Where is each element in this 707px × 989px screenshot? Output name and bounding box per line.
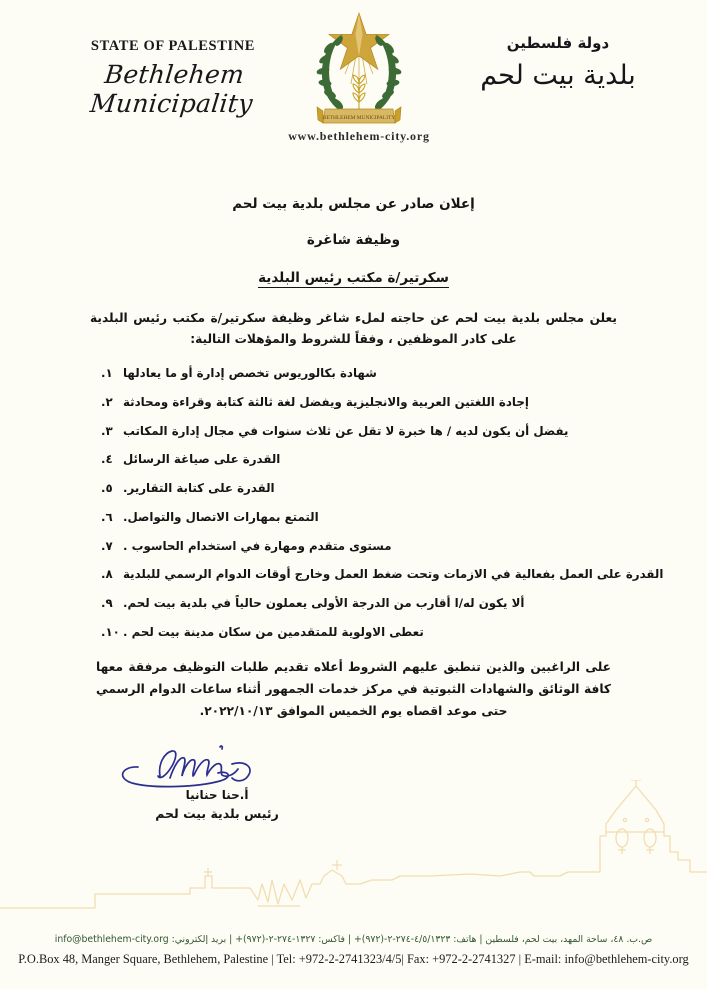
requirement-number: ١٠. [101, 625, 120, 639]
footer-contact-english: P.O.Box 48, Manger Square, Bethlehem, Palestine | Tel: +972-2-2741323/4/5| Fax: +972-2-2741327 | E-mail: info@bethlehem-city.org [18, 952, 689, 966]
requirement-text: شهادة بكالوريوس تخصص إدارة أو ما يعادلها [123, 365, 377, 380]
signature-block [72, 742, 362, 821]
requirement-text: مستوى متقدم ومهارة في استخدام الحاسوب . [123, 538, 392, 553]
bethlehem-municipality-label: Bethlehem Municipality [88, 60, 255, 118]
footer [0, 934, 707, 967]
list-item [96, 594, 611, 612]
requirement-text: القدرة على كتابة التقارير. [123, 481, 275, 496]
requirement-number: ٣. [101, 423, 113, 438]
requirement-number: ٥. [101, 481, 113, 496]
requirements-list [96, 364, 664, 641]
letterhead-arabic [443, 34, 673, 91]
signatory-name: أ.حنا حنانيا [185, 788, 249, 802]
requirement-text: التمتع بمهارات الاتصال والتواصل. [123, 509, 319, 524]
introduction-paragraph: يعلن مجلس بلدية بيت لحم عن حاجته لملء شاغر وظيفة سكرتير/ة مكتب رئيس البلدية على كادر الموظفين ، وفقاً للشروط والمؤهلات التالية: [90, 311, 617, 346]
footer-contact-arabic: ص.ب. ٤٨، ساحة المهد، بيت لحم، فلسطين | هاتف: ٤/٥/١٣٢٣-٢٧٤-٢-(٩٧٢)+ | فاكس: ١٣٢٧-٢٧٤-٢-(٩٧٢)+ | بريد إلكتروني: info@bethlehem-city.org [54, 934, 653, 945]
handwritten-signature-icon [102, 742, 332, 788]
requirement-number: ٦. [101, 509, 113, 524]
state-of-palestine-label: STATE OF PALESTINE [90, 38, 256, 54]
job-position-title [0, 270, 707, 286]
requirement-number: ٧. [101, 538, 113, 553]
list-item [96, 450, 611, 468]
requirement-text: إجادة اللغتين العربية والانجليزية ويفضل لغة ثالثة كتابة وقراءة ومحادثة [123, 394, 529, 409]
list-item [96, 393, 611, 411]
requirement-number: ١. [101, 365, 113, 380]
website-url[interactable]: www.bethlehem-city.org [288, 129, 430, 143]
list-item [96, 422, 611, 440]
signatory-role: رئيس بلدية بيت لحم [155, 806, 279, 821]
list-item [96, 508, 611, 526]
list-item [96, 565, 664, 583]
requirement-text: يفضل أن يكون لديه / ها خبرة لا تقل عن ثلاث سنوات في مجال إدارة المكاتب [123, 423, 569, 438]
requirement-text: القدرة على صياغة الرسائل [123, 452, 281, 467]
list-item [96, 479, 611, 497]
letterhead-english [48, 38, 298, 118]
letterhead [0, 0, 707, 160]
bethlehem-municipality-label-ar: بلدية بيت لحم [480, 60, 636, 91]
announcement-subtitle: وظيفة شاغرة [306, 232, 401, 248]
requirement-number: ٩. [101, 596, 113, 611]
requirement-text: القدرة على العمل بفعالية في الازمات وتحت ضغط العمل وخارج أوقات الدوام الرسمي للبلدية [123, 567, 664, 582]
requirement-number: ٤. [101, 452, 113, 467]
requirement-number: ٨. [101, 567, 113, 582]
list-item [96, 623, 611, 641]
list-item [96, 364, 611, 382]
requirement-number: ٢. [101, 394, 113, 409]
announcement-title: إعلان صادر عن مجلس بلدية بيت لحم [232, 196, 475, 212]
municipality-emblem-icon [299, 8, 419, 128]
requirement-text: تعطى الاولوية للمتقدمين من سكان مدينة بيت لحم . [123, 625, 424, 639]
requirement-text: ألا يكون له/ا أقارب من الدرجة الأولى يعملون حالياً في بلدية بيت لحم. [123, 596, 525, 611]
announcement-body [0, 196, 707, 722]
job-position-title-text: سكرتير/ة مكتب رئيس البلدية [258, 270, 449, 286]
list-item [96, 537, 611, 555]
signature-mark-wrapper [72, 742, 362, 786]
closing-paragraph: على الراغبين والذين تنطبق عليهم الشروط أعلاه تقديم طلبات التوظيف مرفقة معها كافة الوثائق والشهادات الثبوتية في مركز خدمات الجمهور أثناء ساعات الدوام الرسمي حتى موعد اقصاه يوم الخميس الموافق ٢٠٢٢/١٠/١٣. [96, 660, 611, 718]
emblem-scroll-text: BETHLEHEM MUNICIPALITY [322, 115, 396, 121]
state-of-palestine-label-ar: دولة فلسطين [506, 34, 610, 52]
